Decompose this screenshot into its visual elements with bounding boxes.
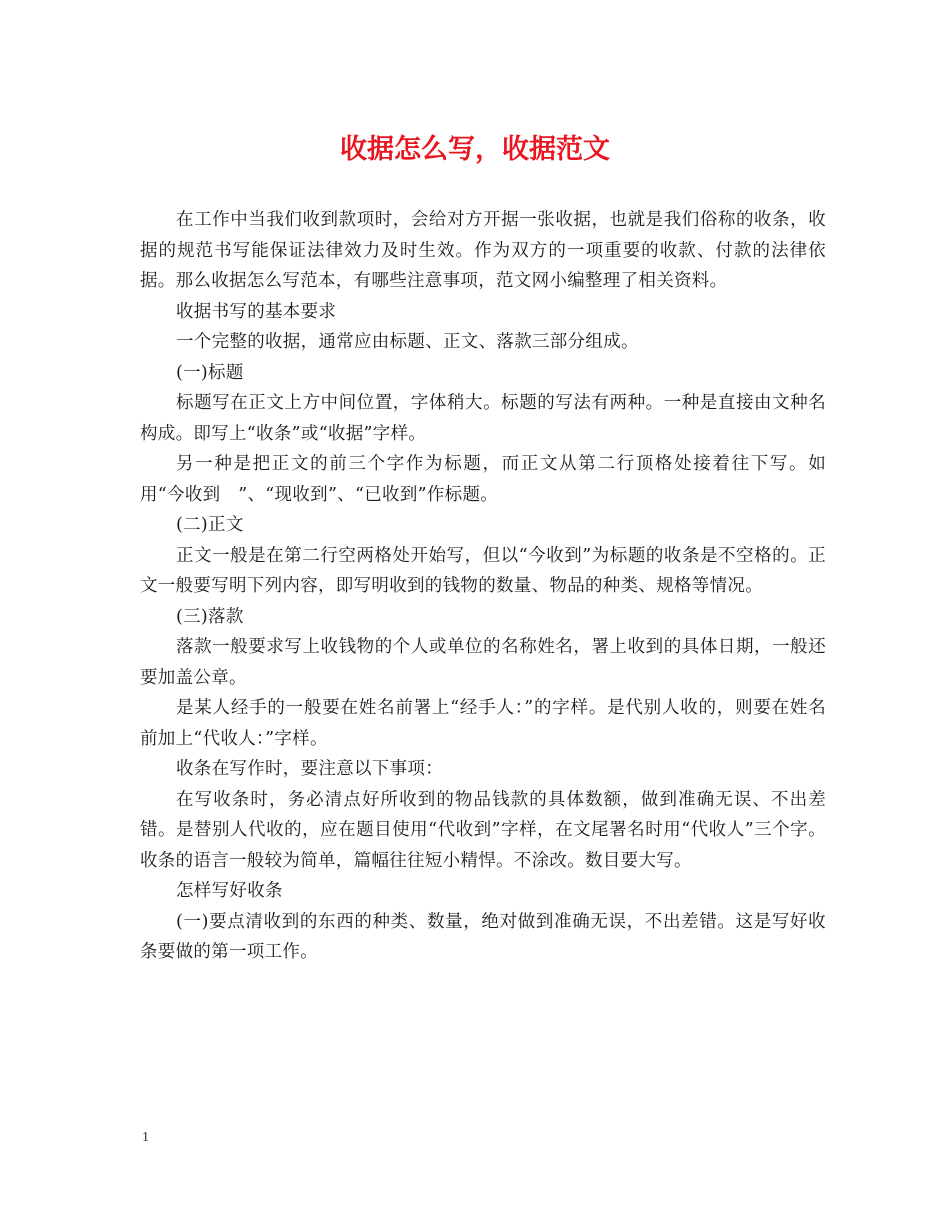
paragraph-intro: 在工作中当我们收到款项时，会给对方开据一张收据，也就是我们俗称的收条，收据的规范书写能保证法律效力及时生效。作为双方的一项重要的收款、付款的法律依据。那么收据怎么写范本，有哪些注意事项，范文网小编整理了相关资料。 [140,210,826,291]
paragraph-title-rule-1: 标题写在正文上方中间位置，字体稍大。标题的写法有两种。一种是直接由文种名构成。即写上“收条”或“收据”字样。 [140,393,826,444]
paragraph-heading-signature: (三)落款 [176,606,244,627]
paragraph-body-rule: 正文一般是在第二行空两格处开始写，但以“今收到”为标题的收条是不空格的。正文一般要写明下列内容，即写明收到的钱物的数量、物品的种类、规格等情况。 [140,545,826,596]
paragraph-heading-how-to: 怎样写好收条 [176,881,283,901]
paragraph-title-rule-2: 另一种是把正文的前三个字作为标题，而正文从第二行顶格处接着往下写。如用“今收到 ”、“现收到”、“已收到”作标题。 [140,454,826,505]
paragraph-composition: 一个完整的收据，通常应由标题、正文、落款三部分组成。 [176,332,639,352]
paragraph-signature-rule-2: 是某人经手的一般要在姓名前署上“经手人：”的字样。是代别人收的，则要在姓名前加上“代收人：”字样。 [140,698,826,749]
paragraph-heading-basic-requirements: 收据书写的基本要求 [176,301,337,322]
paragraph-heading-title: (一)标题 [176,362,244,383]
paragraph-heading-notes: 收条在写作时，要注意以下事项： [176,759,443,779]
document-title: 收据怎么写，收据范文 [340,134,610,165]
paragraph-heading-body: (二)正文 [176,515,244,535]
page-number: 1 [142,1130,149,1145]
paragraph-how-to-1: (一)要点清收到的东西的种类、数量，绝对做到准确无误，不出差错。这是写好收条要做的第一项工作。 [140,911,826,962]
paragraph-signature-rule-1: 落款一般要求写上收钱物的个人或单位的名称姓名，署上收到的具体日期，一般还要加盖公章。 [140,637,826,688]
document-body [140,205,826,968]
paragraph-notes: 在写收条时，务必清点好所收到的物品钱款的具体数额，做到准确无误、不出差错。是替别人代收的，应在题目使用“代收到”字样，在文尾署名时用“代收人”三个字。收条的语言一般较为简单，篇幅往往短小精悍。不涂改。数目要大写。 [140,789,826,871]
